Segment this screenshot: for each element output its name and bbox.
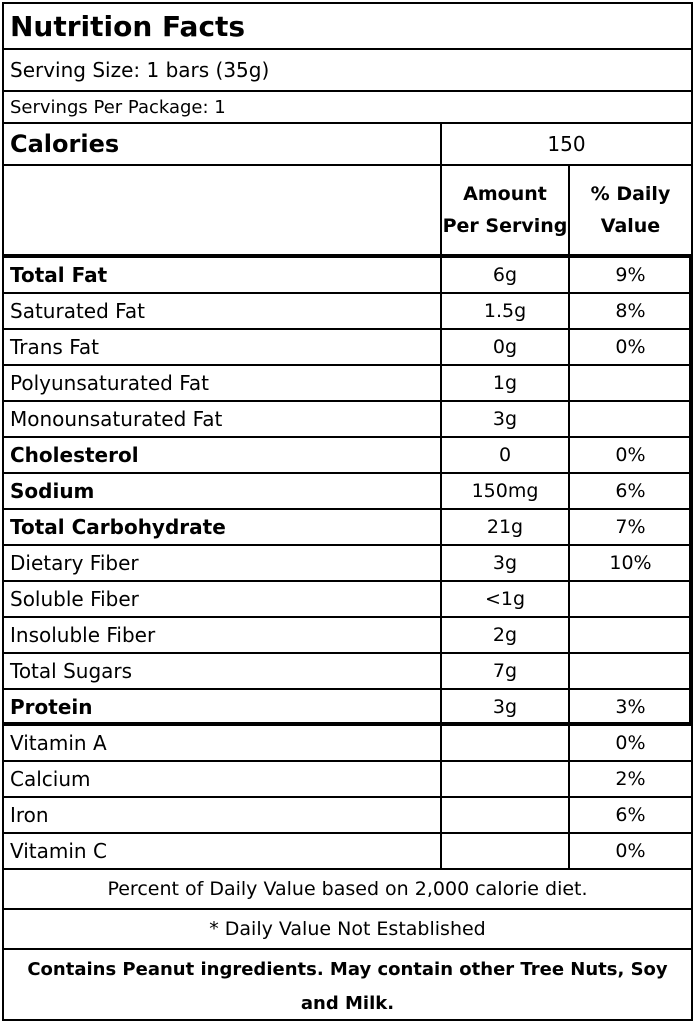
nutrient-daily-value: 10% (568, 546, 691, 580)
calories-row (4, 124, 691, 166)
nutrient-name: Dietary Fiber (10, 551, 139, 575)
nutrient-name: Sodium (10, 479, 95, 503)
nutrient-name: Soluble Fiber (10, 587, 139, 611)
nutrient-daily-value: 0% (568, 330, 691, 364)
serving-size-row (4, 50, 691, 92)
percent-note-row (4, 870, 691, 910)
nutrient-row-total-fat (4, 258, 691, 294)
nutrient-daily-value (568, 402, 691, 436)
vitamin-row-calcium (4, 762, 691, 798)
nutrient-amount: 1g (440, 366, 568, 400)
nutrient-daily-value: 7% (568, 510, 691, 544)
nutrient-row-insoluble-fiber (4, 618, 691, 654)
calories-label: Calories (10, 130, 120, 158)
vitamin-row-vitamin-a (4, 726, 691, 762)
nutrient-amount: 1.5g (440, 294, 568, 328)
nutrient-amount: 0g (440, 330, 568, 364)
serving-size: Serving Size: 1 bars (35g) (10, 58, 270, 82)
column-header-row (4, 166, 691, 258)
not-established-row (4, 910, 691, 950)
nutrient-row-dietary-fiber (4, 546, 691, 582)
nutrient-daily-value (568, 654, 691, 688)
nutrient-amount: 0 (440, 438, 568, 472)
nutrient-amount (440, 726, 568, 760)
nutrient-name: Total Fat (10, 263, 108, 287)
nutrient-daily-value: 0% (568, 834, 691, 868)
nutrient-amount (440, 798, 568, 832)
nutrient-amount: 150mg (440, 474, 568, 508)
nutrient-name: Saturated Fat (10, 299, 145, 323)
header-blank (4, 166, 440, 254)
title-row (4, 4, 691, 50)
nutrient-row-total-sugars (4, 654, 691, 690)
nutrient-amount (440, 834, 568, 868)
nutrition-label (2, 2, 693, 1021)
nutrient-daily-value: 2% (568, 762, 691, 796)
nutrient-name: Protein (10, 695, 93, 719)
nutrient-amount: 2g (440, 618, 568, 652)
nutrient-row-trans-fat (4, 330, 691, 366)
nutrient-name: Total Sugars (10, 659, 133, 683)
vitamin-row-vitamin-c (4, 834, 691, 870)
amount-per-serving-header: Amount Per Serving (440, 166, 568, 254)
allergen-row (4, 950, 691, 1023)
nutrient-name: Total Carbohydrate (10, 515, 226, 539)
nutrient-row-sodium (4, 474, 691, 510)
calories-value: 150 (440, 124, 691, 164)
nutrient-daily-value (568, 582, 691, 616)
not-established-note: * Daily Value Not Established (209, 918, 486, 940)
nutrient-amount: 3g (440, 546, 568, 580)
nutrient-amount (440, 762, 568, 796)
nutrient-row-monounsaturated-fat (4, 402, 691, 438)
vitamin-row-iron (4, 798, 691, 834)
allergen-statement: Contains Peanut ingredients. May contain other Tree Nuts, Soy and Milk. (27, 958, 668, 1014)
nutrient-row-soluble-fiber (4, 582, 691, 618)
nutrient-name: Cholesterol (10, 443, 139, 467)
nutrient-name: Calcium (10, 767, 91, 791)
daily-value-header: % Daily Value (568, 166, 691, 254)
nutrient-daily-value (568, 366, 691, 400)
nutrient-name: Vitamin C (10, 839, 107, 863)
nutrient-name: Iron (10, 803, 49, 827)
servings-per-package: Servings Per Package: 1 (10, 96, 226, 118)
servings-per-package-row (4, 92, 691, 124)
percent-note: Percent of Daily Value based on 2,000 calorie diet. (107, 878, 588, 900)
nutrient-name: Vitamin A (10, 731, 107, 755)
nutrient-name: Polyunsaturated Fat (10, 371, 209, 395)
nutrient-amount: <1g (440, 582, 568, 616)
nutrient-name: Trans Fat (10, 335, 99, 359)
nutrient-daily-value: 0% (568, 726, 691, 760)
nutrient-daily-value: 3% (568, 690, 691, 724)
nutrient-daily-value (568, 618, 691, 652)
nutrient-row-cholesterol (4, 438, 691, 474)
nutrient-amount: 21g (440, 510, 568, 544)
nutrient-amount: 3g (440, 402, 568, 436)
nutrient-daily-value: 6% (568, 474, 691, 508)
nutrient-amount: 3g (440, 690, 568, 724)
nutrient-name: Monounsaturated Fat (10, 407, 223, 431)
nutrient-daily-value: 9% (568, 258, 691, 292)
nutrient-daily-value: 6% (568, 798, 691, 832)
nutrient-amount: 7g (440, 654, 568, 688)
nutrient-amount: 6g (440, 258, 568, 292)
nutrient-daily-value: 8% (568, 294, 691, 328)
nutrient-name: Insoluble Fiber (10, 623, 156, 647)
nutrient-row-protein (4, 690, 691, 726)
nutrient-row-total-carbohydrate (4, 510, 691, 546)
nutrient-row-saturated-fat (4, 294, 691, 330)
nutrient-daily-value: 0% (568, 438, 691, 472)
nutrient-row-polyunsaturated-fat (4, 366, 691, 402)
label-title: Nutrition Facts (10, 9, 246, 43)
